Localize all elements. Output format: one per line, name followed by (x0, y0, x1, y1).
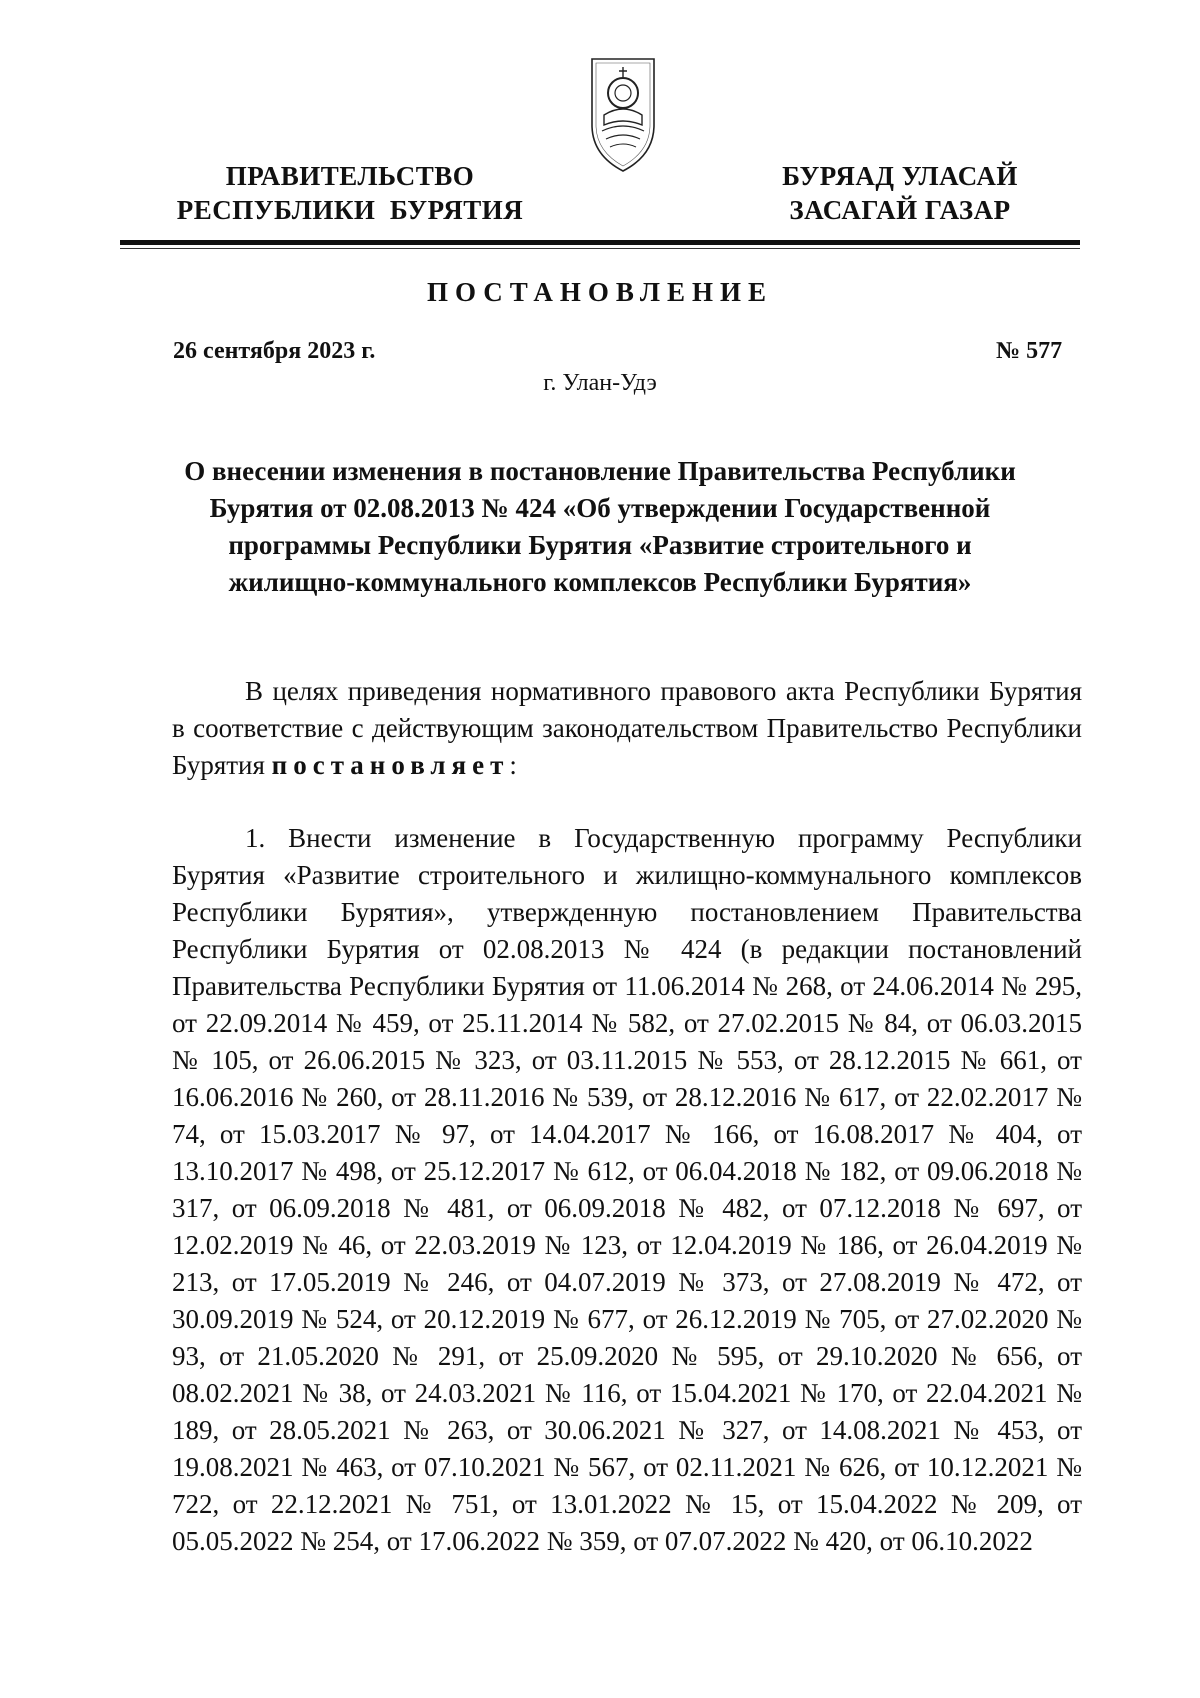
document-date: 26 сентября 2023 г. (173, 338, 376, 364)
header-divider-thin (120, 248, 1080, 249)
decree-word: постановляет (271, 750, 510, 780)
document-city: г. Улан-Удэ (543, 370, 657, 396)
document-type: ПОСТАНОВЛЕНИЕ (426, 277, 774, 307)
coat-of-arms-icon (588, 55, 658, 175)
header-left-line1: ПРАВИТЕЛЬСТВО (225, 161, 475, 191)
header-left-line2: РЕСПУБЛИКИ БУРЯТИЯ (176, 195, 524, 225)
document-title: О внесении изменения в постановление Правительства Республики Бурятия от 02.08.2013 № 424 «Об утверждении Государственной программы Республики Бурятия «Развитие строительного и жилищно-коммунального комплексов Республики Бурятия» (184, 456, 1016, 597)
header-right-line1: БУРЯАД УЛАСАЙ (782, 161, 1018, 191)
decree-colon: : (509, 750, 517, 780)
preamble-text: В целях приведения нормативного правового акта Республики Бурятия в соответствие с действующим законодательством Правительство Республики Бурятия (172, 676, 1082, 780)
header-right-line2: ЗАСАГАЙ ГАЗАР (789, 195, 1011, 225)
document-number: № 577 (996, 338, 1063, 364)
header-left-block (160, 159, 540, 227)
header-right-block (740, 159, 1060, 227)
preamble-paragraph (172, 673, 1082, 784)
header-divider-thick (120, 240, 1080, 245)
item-1-paragraph: 1. Внести изменение в Государственную программу Республики Бурятия «Развитие строительного и жилищно-коммунального комплексов Республики Бурятия», утвержденную постановлением Правительства Республики Бурятия от 02.08.2013 № 424 (в редакции постановлений Правительства Республики Бурятия от 11.06.2014 № 268, от 24.06.2014 № 295, от 22.09.2014 № 459, от 25.11.2014 № 582, от 27.02.2015 № 84, от 06.03.2015 № 105, от 26.06.2015 № 323, от 03.11.2015 № 553, от 28.12.2015 № 661, от 16.06.2016 № 260, от 28.11.2016 № 539, от 28.12.2016 № 617, от 22.02.2017 № 74, от 15.03.2017 № 97, от 14.04.2017 № 166, от 16.08.2017 № 404, от 13.10.2017 № 498, от 25.12.2017 № 612, от 06.04.2018 № 182, от 09.06.2018 № 317, от 06.09.2018 № 481, от 06.09.2018 № 482, от 07.12.2018 № 697, от 12.02.2019 № 46, от 22.03.2019 № 123, от 12.04.2019 № 186, от 26.04.2019 № 213, от 17.05.2019 № 246, от 04.07.2019 № 373, от 27.08.2019 № 472, от 30.09.2019 № 524, от 20.12.2019 № 677, от 26.12.2019 № 705, от 27.02.2020 № 93, от 21.05.2020 № 291, от 25.09.2020 № 595, от 29.10.2020 № 656, от 08.02.2021 № 38, от 24.03.2021 № 116, от 15.04.2021 № 170, от 22.04.2021 № 189, от 28.05.2021 № 263, от 30.06.2021 № 327, от 14.08.2021 № 453, от 19.08.2021 № 463, от 07.10.2021 № 567, от 02.11.2021 № 626, от 10.12.2021 № 722, от 22.12.2021 № 751, от 13.01.2022 № 15, от 15.04.2022 № 209, от 05.05.2022 № 254, от 17.06.2022 № 359, от 07.07.2022 № 420, от 06.10.2022 (172, 823, 1082, 1556)
